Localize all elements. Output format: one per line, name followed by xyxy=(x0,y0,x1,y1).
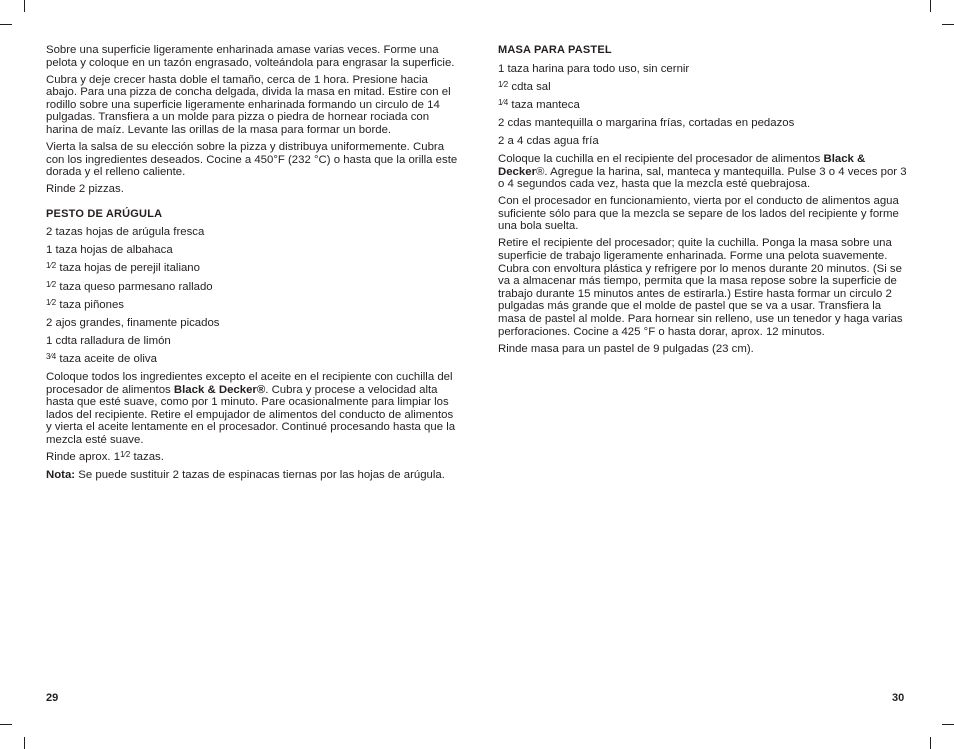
recipe-title: PESTO DE ARÚGULA xyxy=(46,207,163,220)
crop-mark xyxy=(0,24,12,25)
yield-unit: tazas. xyxy=(130,451,164,463)
ingredient-item xyxy=(498,135,908,149)
yield-text xyxy=(46,451,458,465)
ingredient-text: 2 a 4 cdas agua fría xyxy=(498,134,599,147)
method-paragraph xyxy=(498,153,908,191)
ingredient-text: taza hojas de perejil italiano xyxy=(56,262,200,275)
ingredient-item xyxy=(46,299,458,313)
page-number-left: 29 xyxy=(46,692,59,704)
note-label: Nota: xyxy=(46,468,76,481)
intro-paragraph: Sobre una superficie ligeramente enharinada amase varias veces. Forme una pelota y coloque en un tazón engrasado, volteándola para engrasar la superficie. xyxy=(46,44,455,69)
ingredient-text: 1 cdta ralladura de limón xyxy=(46,334,171,347)
crop-mark xyxy=(942,724,954,725)
method-text: . Cubra y procese a velocidad alta hasta que esté suave, como por 1 minuto. Pare ocasionalmente para limpiar los lados del recipiente. Retire el empujador de alimentos del conducto de alimentos y vierta el aceite lentamente en el procesador. Continué procesando hasta que la mezcla esté suave. xyxy=(46,383,456,447)
ingredient-text: taza manteca xyxy=(508,98,580,111)
crop-mark xyxy=(24,0,25,12)
ingredient-text: taza aceite de oliva xyxy=(56,352,157,365)
ingredient-item xyxy=(46,335,458,349)
ingredient-text: 2 tazas hojas de arúgula fresca xyxy=(46,226,205,239)
method-paragraph xyxy=(46,371,458,447)
method-paragraph: Retire el recipiente del procesador; quite la cuchilla. Ponga la masa sobre una superficie de trabajo ligeramente enharinada. Forme una pelota suavemente. Cubra con envoltura plástica y refrigere por lo menos durante 20 minutos. (Si se va a almacenar más tiempo, permita que la masa repose sobre la superficie de trabajo durante 15 minutos antes de estirarla.) Estire hasta formar un circulo 2 pulgadas más grande que el molde de pastel que se va a usar. Transfiera la masa de pastel al molde. Para hornear sin relleno, use un tenedor y haga varias perforaciones. Cocine a 425 °F o hasta dorar, aprox. 12 minutos. xyxy=(498,237,903,338)
yield-text: Rinde masa para un pastel de 9 pulgadas (23 cm). xyxy=(498,342,754,355)
ingredient-item xyxy=(498,117,908,131)
ingredient-text: 2 ajos grandes, finamente picados xyxy=(46,316,220,329)
ingredient-item xyxy=(46,262,458,276)
method-text: Coloque todos los ingredientes excepto el aceite en el recipiente con cuchilla del procesador de alimentos xyxy=(46,371,453,396)
left-page-column xyxy=(46,44,458,486)
note-paragraph xyxy=(46,469,458,482)
ingredient-text: taza piñones xyxy=(56,298,124,311)
ingredient-item xyxy=(498,81,908,95)
intro-paragraph: Vierta la salsa de su elección sobre la pizza y distribuya uniformemente. Cubra con los ingredientes deseados. Cocine a 450°F (232 °C) o hasta que la orilla este dorada y el relleno caliente. xyxy=(46,140,458,179)
crop-mark xyxy=(0,724,12,725)
ingredient-text: taza queso parmesano rallado xyxy=(56,280,213,293)
intro-paragraph: Cubra y deje crecer hasta doble el tamaño, cerca de 1 hora. Presione hacia abajo. Para una pizza de concha delgada, divida la masa en mitad. Estire con el rodillo sobre una superficie ligeramente enharinada formando un circulo de 14 pulgadas. Transfiera a un molde para pizza o piedra de hornear rociada con harina de maíz. Levante las orillas de la masa para formar un borde. xyxy=(46,73,451,136)
ingredient-text: 1 taza hojas de albahaca xyxy=(46,244,173,257)
crop-mark xyxy=(942,24,954,25)
ingredient-fraction: 1⁄2 xyxy=(498,79,509,89)
page-number-right: 30 xyxy=(892,692,905,704)
ingredient-text: cdta sal xyxy=(508,80,551,93)
ingredient-fraction: 3⁄4 xyxy=(46,351,57,361)
intro-yield: Rinde 2 pizzas. xyxy=(46,183,124,196)
yield-fraction: 1⁄2 xyxy=(120,450,131,459)
crop-mark xyxy=(930,0,931,12)
yield-label: Rinde aprox. 1 xyxy=(46,451,121,463)
method-text: Coloque la cuchilla en el recipiente del procesador de alimentos xyxy=(498,153,824,166)
brand-name: Black & Decker® xyxy=(173,383,266,396)
method-paragraph: Con el procesador en funcionamiento, vierta por el conducto de alimentos agua suficiente sólo para que la mezcla se separe de los lados del recipiente y forme una bola suelta. xyxy=(498,195,899,233)
brand-name: Black & Decker xyxy=(498,153,866,178)
ingredient-list xyxy=(46,226,458,366)
right-page-column xyxy=(498,44,908,360)
ingredient-text: 2 cdas mantequilla o margarina frías, cortadas en pedazos xyxy=(498,116,795,129)
ingredient-fraction: 1⁄2 xyxy=(46,261,57,271)
note-text: Se puede sustituir 2 tazas de espinacas tiernas por las hojas de arúgula. xyxy=(75,468,445,481)
ingredient-fraction: 1⁄4 xyxy=(498,97,509,107)
ingredient-item xyxy=(46,226,458,240)
crop-mark xyxy=(930,737,931,749)
ingredient-item xyxy=(498,63,908,77)
ingredient-item xyxy=(498,99,908,113)
ingredient-item xyxy=(46,244,458,258)
recipe-title: MASA PARA PASTEL xyxy=(498,44,612,56)
crop-mark xyxy=(24,737,25,749)
ingredient-item xyxy=(46,317,458,331)
ingredient-fraction: 1⁄2 xyxy=(46,297,57,307)
ingredient-item xyxy=(46,281,458,295)
ingredient-fraction: 1⁄2 xyxy=(46,279,57,289)
ingredient-text: 1 taza harina para todo uso, sin cernir xyxy=(498,62,690,75)
ingredient-item xyxy=(46,353,458,367)
ingredient-list xyxy=(498,63,908,149)
method-text: ®. Agregue la harina, sal, manteca y mantequilla. Pulse 3 o 4 veces por 3 o 4 segundos cada vez, hasta que la mezcla esté quebrajosa. xyxy=(498,165,907,191)
